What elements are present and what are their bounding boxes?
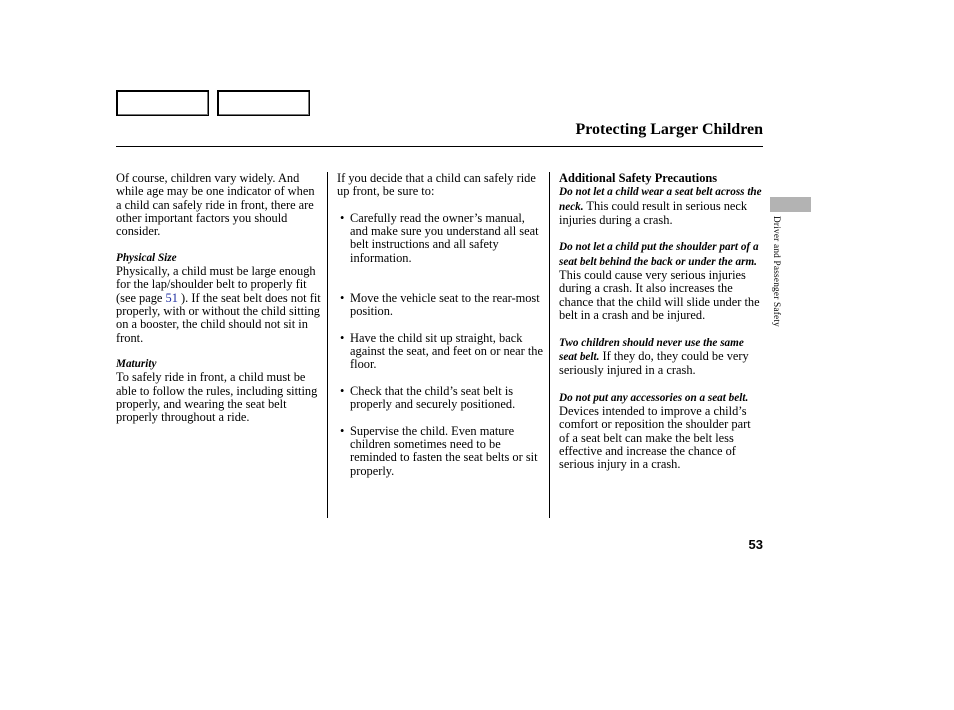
precautions-heading: Additional Safety Precautions [559, 171, 718, 185]
nav-button-prev[interactable] [116, 90, 209, 116]
precaution-warning: Do not let a child put the shoulder part of a seat belt behind the back or under the arm. [559, 241, 759, 268]
list-item: • Carefully read the owner’s manual, and make sure you understand all seat belt instructions and all safety information. [337, 212, 543, 265]
precaution-item [559, 391, 763, 472]
physical-size-paragraph [116, 265, 321, 345]
precaution-text: If they do, they could be very seriously injured in a crash. [559, 348, 749, 378]
column-1 [116, 172, 321, 425]
column-divider-1 [327, 172, 328, 518]
precaution-text: This could result in serious neck injuries during a crash. [559, 198, 748, 227]
precaution-item [559, 336, 763, 378]
page-link-51[interactable]: 51 [165, 290, 178, 305]
precaution-text: This could cause very serious injuries during a crash. It also increases the chance that the child will slide under the belt in a crash and be injured. [559, 268, 760, 322]
page-number: 53 [748, 537, 763, 552]
list-item: • Supervise the child. Even mature children sometimes need to be reminded to fasten the seat belts or sit properly. [337, 425, 543, 478]
checklist [337, 212, 543, 478]
physical-text-b: ). If the seat belt does not fit properly, with or without the child sitting on a booster, the child should not sit in front. [116, 290, 321, 345]
intro-paragraph: Of course, children vary widely. And while age may be one indicator of when a child can safely ride in front, there are other important factors you should consider. [116, 171, 315, 239]
section-label: Driver and Passenger Safety [771, 216, 781, 327]
title-divider [116, 146, 763, 147]
page-title: Protecting Larger Children [575, 121, 763, 138]
checklist-intro: If you decide that a child can safely ride up front, be sure to: [337, 171, 536, 199]
list-item: • Have the child sit up straight, back against the seat, and feet on or near the floor. [337, 332, 543, 372]
nav-button-next[interactable] [217, 90, 310, 116]
maturity-heading: Maturity [116, 358, 157, 371]
precaution-warning: Two children should never use the same seat belt. [559, 336, 744, 363]
precaution-item [559, 185, 763, 227]
precaution-warning: Do not put any accessories on a seat belt. [559, 391, 749, 404]
section-tab [770, 197, 811, 212]
column-3 [559, 172, 763, 472]
list-item: • Check that the child’s seat belt is properly and securely positioned. [337, 385, 543, 412]
maturity-paragraph: To safely ride in front, a child must be able to follow the rules, including sitting properly, and wearing the seat belt properly throughout a ride. [116, 370, 318, 425]
column-2 [337, 172, 543, 478]
precaution-text: Devices intended to improve a child’s comfort or reposition the shoulder part of a seat belt can make the belt less effective and increase the chance of serious injury in a crash. [559, 404, 751, 472]
precaution-item [559, 240, 763, 322]
column-divider-2 [549, 172, 550, 518]
list-item: • Move the vehicle seat to the rear-most position. [337, 292, 543, 319]
physical-size-heading: Physical Size [116, 251, 177, 264]
physical-text-a: Physically, a child must be large enough for the lap/shoulder belt to properly fit (see page [116, 264, 316, 305]
precaution-warning: Do not let a child wear a seat belt across the neck. [559, 186, 762, 213]
